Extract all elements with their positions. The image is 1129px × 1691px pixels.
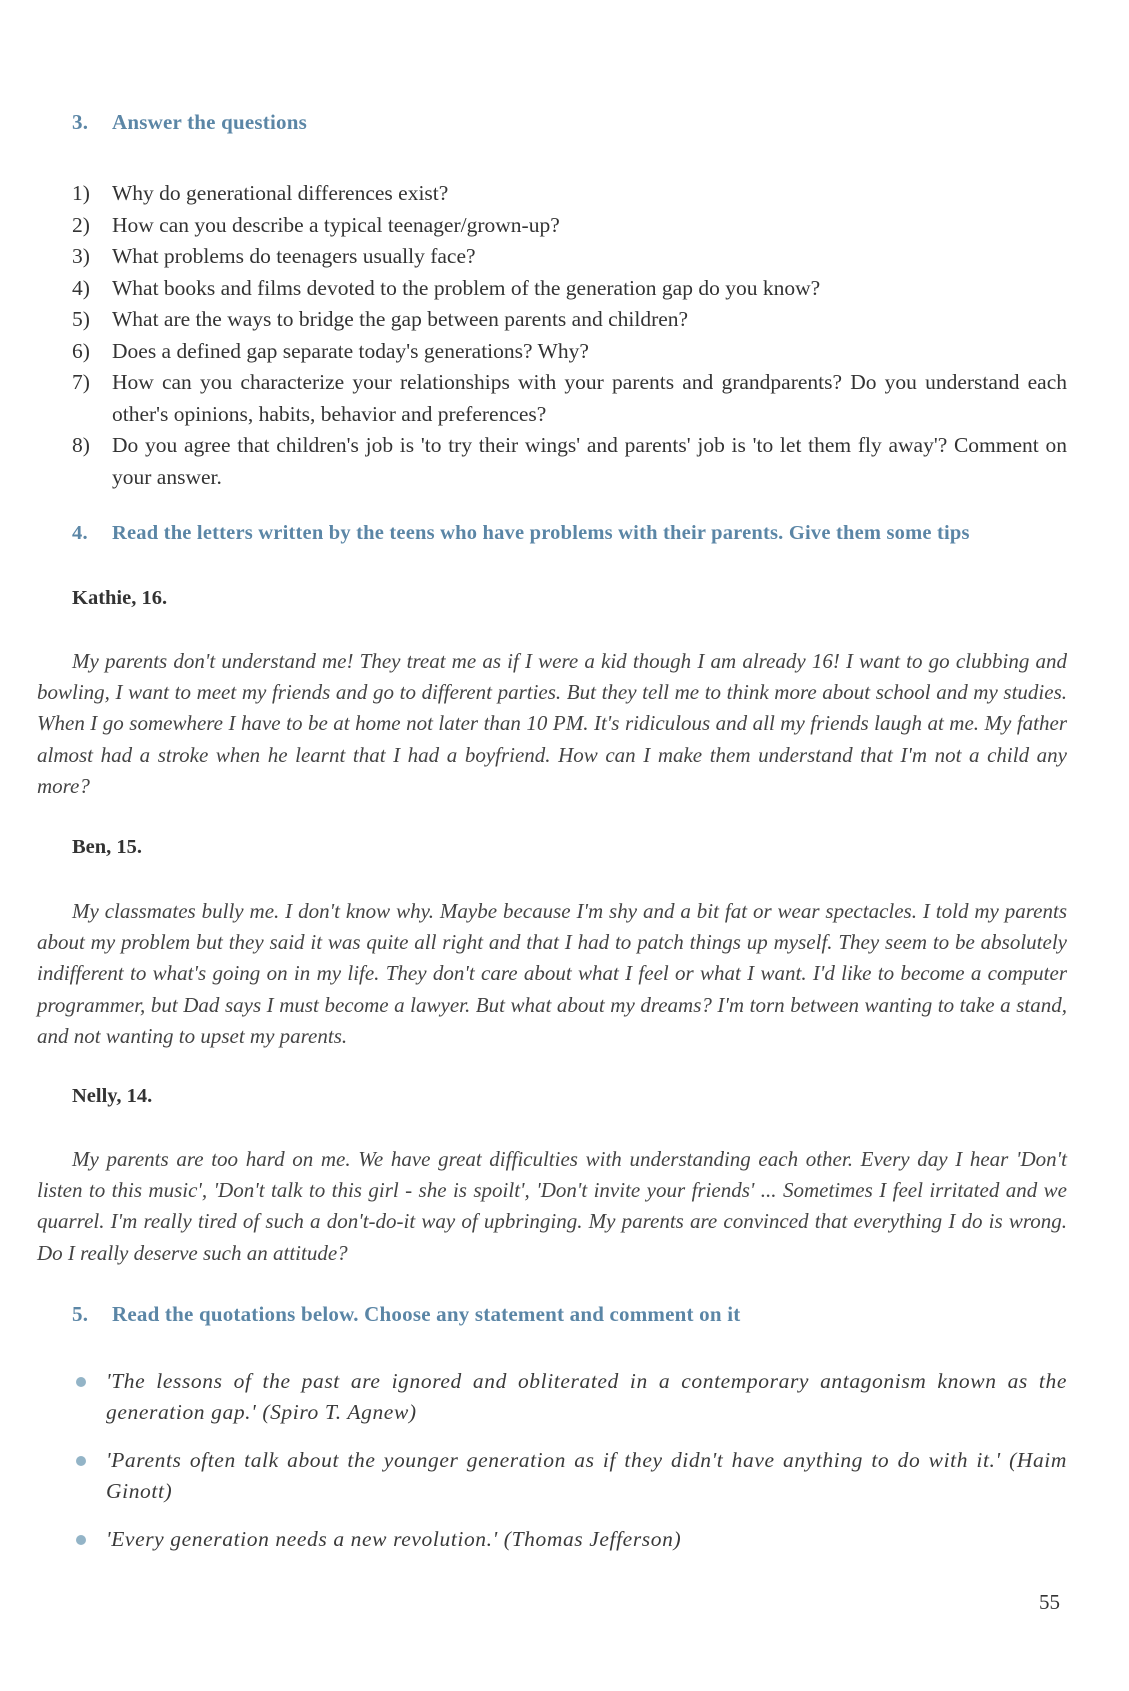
section-5-title: Read the quotations below. Choose any statement and comment on it <box>112 1302 741 1326</box>
quotation-text: 'Parents often talk about the younger generation as if they didn't have anything to do with it.' (Haim Ginott) <box>106 1448 1067 1503</box>
letter-text: My parents are too hard on me. We have great difficulties with understanding each other. Every day I hear 'Don't listen to this music', 'Don't talk to this girl - she is spoilt', 'Don't invite your friends' ... Sometimes I feel irritated and we quarrel. I'm really tired of such a don't-do-it way of upbringing. My parents are convinced that everything I do is wrong. Do I really deserve such an attitude? <box>37 1147 1067 1265</box>
question-text: How can you describe a typical teenager/grown-up? <box>112 212 560 237</box>
question-number: 3) <box>72 244 90 268</box>
question-number: 4) <box>72 275 90 300</box>
section-4-number: 4. <box>72 522 88 544</box>
section-4-heading <box>72 522 970 545</box>
section-3-heading <box>72 110 307 135</box>
letter-text: My classmates bully me. I don't know why. Maybe because I'm shy and a bit fat or wear spectacles. I told my parents about my problem but they said it was quite all right and that I had to patch things up myself. They seem to be absolutely indifferent to what's going on in my life. They don't care about what I feel or what I want. I'd like to become a computer programmer, but Dad says I must become a lawyer. But what about my dreams? I'm torn between wanting to take a stand, and not wanting to upset my parents. <box>37 899 1067 1048</box>
bullet-icon <box>72 1445 106 1507</box>
quotation-text: 'Every generation needs a new revolution.' (Thomas Jefferson) <box>106 1527 682 1551</box>
quotation-item <box>72 1524 1067 1555</box>
letter-author: Kathie, 16. <box>72 587 168 609</box>
section-3-title: Answer the questions <box>112 110 307 134</box>
question-number: 5) <box>72 307 90 331</box>
letter-text: My parents don't understand me! They treat me as if I were a kid though I am already 16! I want to go clubbing and bowling, I want to meet my friends and go to different parties. But they tell me to think more about school and my studies. When I go somewhere I have to be at home not later than 10 PM. It's ridiculous and all my friends laugh at me. My father almost had a stroke when he learnt that I had a boyfriend. How can I make them understand that I'm not a child any more? <box>37 649 1067 798</box>
question-text: What are the ways to bridge the gap between parents and children? <box>112 307 689 331</box>
question-item <box>72 241 1067 273</box>
letter-author: Nelly, 14. <box>72 1085 153 1107</box>
quotation-text: 'The lessons of the past are ignored and obliterated in a contemporary antagonism known as the generation gap.' (Spiro T. Agnew) <box>106 1369 1067 1424</box>
section-3-number: 3. <box>72 110 89 134</box>
section-5-heading <box>72 1302 740 1327</box>
question-number: 7) <box>72 370 90 394</box>
question-text: What problems do teenagers usually face? <box>112 244 476 268</box>
quotation-item <box>72 1366 1067 1428</box>
bullet-icon <box>72 1366 106 1428</box>
question-text: What books and films devoted to the problem of the generation gap do you know? <box>112 275 821 300</box>
question-item <box>72 336 1067 368</box>
section-5-number: 5. <box>72 1302 89 1326</box>
question-item <box>72 178 1067 210</box>
letter-author: Ben, 15. <box>72 836 143 858</box>
question-number: 6) <box>72 338 90 363</box>
question-text: Do you agree that children's job is 'to try their wings' and parents' job is 'to let them fly away'? Comment on your answer. <box>112 433 1067 489</box>
quotation-item <box>72 1445 1067 1507</box>
questions-list <box>72 178 1067 493</box>
section-4-title: Read the letters written by the teens who have problems with their parents. Give them some tips <box>112 522 970 544</box>
question-number: 2) <box>72 212 90 237</box>
page-number: 55 <box>1039 1590 1060 1614</box>
question-text: How can you characterize your relationships with your parents and grandparents? Do you understand each other's opinions, habits, behavior and preferences? <box>112 370 1067 426</box>
question-item <box>72 304 1067 336</box>
question-item <box>72 367 1067 430</box>
question-item <box>72 210 1067 242</box>
question-item <box>72 430 1067 493</box>
question-text: Does a defined gap separate today's generations? Why? <box>112 338 589 363</box>
question-number: 1) <box>72 181 90 205</box>
question-item <box>72 273 1067 305</box>
bullet-icon <box>72 1524 106 1555</box>
question-text: Why do generational differences exist? <box>112 181 449 205</box>
quotations-list <box>72 1366 1067 1572</box>
question-number: 8) <box>72 433 90 457</box>
